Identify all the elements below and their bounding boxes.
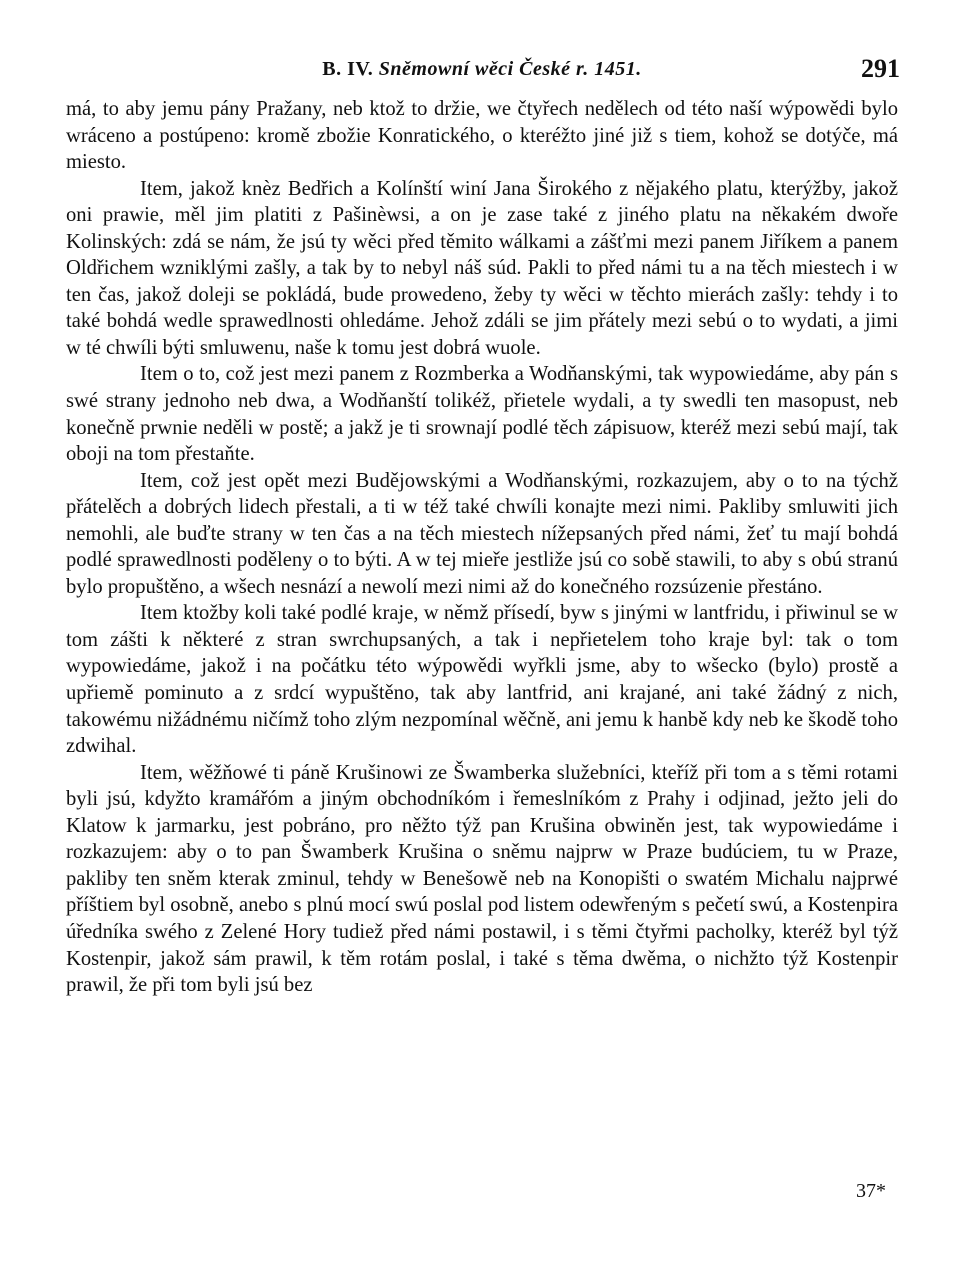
running-head-series: B. IV.	[322, 58, 374, 80]
body-text	[66, 96, 898, 999]
paragraph: Item, což jest opět mezi Budějowskými a Wodňanskými, rozkazujem, aby o to na týchž přátelěch a dobrých lidech přestali, a ti w též také chwíli konajte mezi nimi. Pakliby smluwiti jich nemohli, ale buďte strany w ten čas a na těch miestech nížepsaných před námi, žeť tu mají bohdá podlé sprawedlnosti poděleny o to býti. A w tej mieře jestliže jsú co sobě stawili, to aby s obú stranú bylo propuštěno, a wšech nesnází a newolí mezi nimi až do konečného rozsúzenie přestáno.	[66, 469, 898, 598]
paragraph: Item, wěžňowé ti páně Krušinowi ze Šwamberka služebníci, kteříž při tom a s těmi rotami byli jsú, kdyžto kramářóm a jiným obchodníkóm i řemeslníkóm z Prahy i odjinad, ježto jeli do Klatow k jarmarku, jest pobráno, pro něžto týž pan Krušina obwiněn jest, tak wypowiedáme i rozkazujem: aby o to pan Šwamberk Krušina o sněmu najprw w Praze budúciem, tu w Praze, pakliby ten sněm kterak zminul, tehdy w Benešowě neb na Konopišti o swatém Michalu najprwé příštiem byl osobně, anebo s plnú mocí swú poslal pod listem odewřeným s pečetí swú, a Kostenpira úředníka swého z Zelené Hory tudiež před námi postawil, i s těmi čtyřmi pacholky, kteréž byl týž Kostenpir, jakož sám prawil, k těm rotám poslal, i také s těma dwěma, o nichžto týž Kostenpir prawil, že při tom byli jsú bez	[66, 761, 898, 997]
paragraph: Item, jakož knèz Bedřich a Kolínští winí Jana Širokého z nějakého platu, kterýžby, jakož oni prawie, měl jim platiti z Pašinèwsi, a on je zase také z jiného platu na někakém dwoře Kolinských: zdá se nám, že jsú ty wěci před těmito wálkami a zášťmi mezi panem Jiříkem a panem Oldřichem wzniklými zašly, a tak by to nebyl náš súd. Pakli to před námi tu a na těch miestech i w ten čas, jakož doleji se pokládá, bude prowedeno, žeby ty wěci w těchto mierách zašly: tehdy i to také bohdá wedle sprawedlnosti ohledáme. Jehož zdáli se jim přátely mezi sebú o to wydati, a jimi w té chwíli býti smluwenu, naše k tomu jest dobrá wuole.	[66, 177, 898, 359]
page-header	[64, 54, 900, 88]
paragraph: má, to aby jemu pány Pražany, neb ktož to držie, we čtyřech nedělech od této naší wýpowědi bylo wráceno a postúpeno: kromě zbožie Konratického, o kteréžto jiné již s tiem, kohož se dotýče, má miesto.	[66, 98, 898, 174]
paragraph: Item o to, což jest mezi panem z Rozmberka a Wodňanskými, tak wypowiedáme, aby pán s swé strany jednoho neb dwa, a Wodňanští tolikéž, přietele wydali, a ty swedli ten masopust, neb konečně prwnie neděli w postě; a jakž je ti srownají podlé těch zápisuow, kteréž mezi sebú mají, tak oboji na tom přestaňte.	[66, 363, 898, 466]
running-head-title: Sněmowní wěci České r. 1451.	[378, 58, 642, 80]
paragraph: Item ktožby koli také podlé kraje, w němž přísedí, byw s jinými w lantfridu, i přiwinul se w tom zášti k některé z stran swrchupsaných, a tak i nepřietelem toho kraje byl: tak o tom wypowiedáme, jakož i na počátku této wýpowědi wyřkli jsme, aby to wšecko (bylo) prostě a upřiemě pominuto a z srdcí wypuštěno, tak aby lantfrid, ani krajané, ani také žádný z nich, takowému nižádnému ničímž toho zlým nezpomínal wěčně, ani jemu k hanbě kdy neb ke škodě toho zdwihal.	[66, 602, 898, 758]
page-number: 291	[861, 54, 900, 83]
running-head	[64, 58, 900, 81]
signature-mark: 37*	[856, 1180, 886, 1202]
